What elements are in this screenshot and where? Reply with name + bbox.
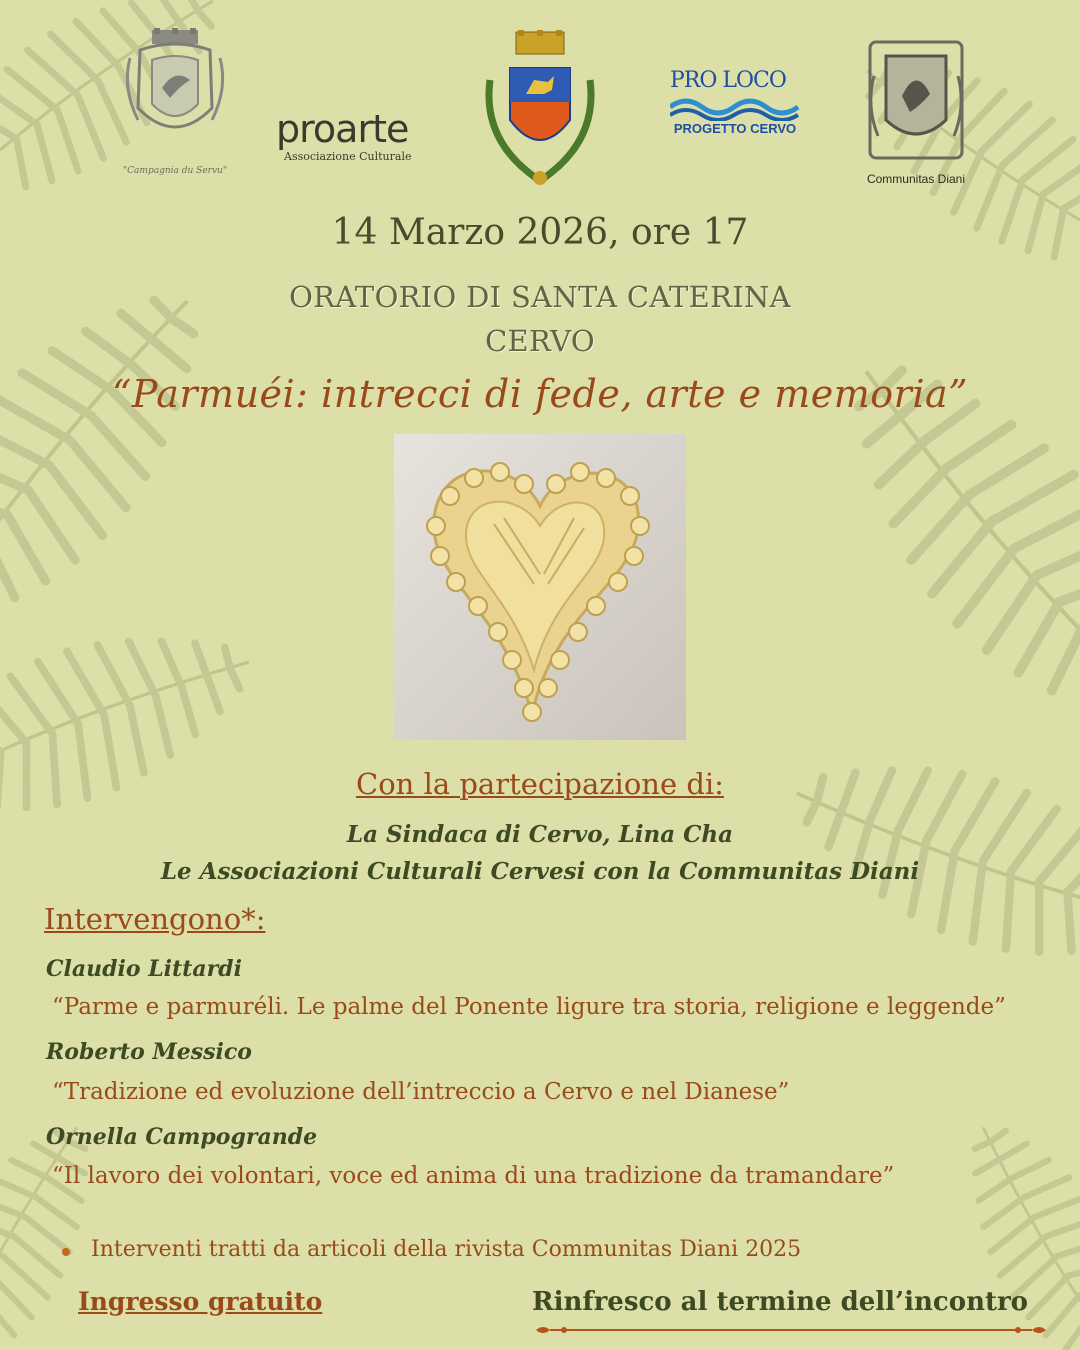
speakers-heading: Intervengono*: xyxy=(44,902,266,936)
compagnia-logo xyxy=(120,28,230,178)
speaker-talk-title: “Parme e parmuréli. Le palme del Ponente ligure tra storia, religione e leggende” xyxy=(52,994,1006,1020)
free-entry: Ingresso gratuito xyxy=(78,1287,323,1316)
crest-icon xyxy=(120,28,230,148)
refreshment-note: Rinfresco al termine dell’incontro xyxy=(532,1287,1029,1317)
communitas-logo xyxy=(852,36,980,188)
speaker-talk-title: “Il lavoro dei volontari, voce ed anima di una tradizione da tramandare” xyxy=(52,1163,895,1189)
proloco-subtitle: PROGETTO CERVO xyxy=(673,121,797,136)
flourish-divider-icon xyxy=(536,1324,1046,1336)
seal-icon xyxy=(864,36,968,164)
compagnia-caption: "Campagnia du Servu" xyxy=(123,166,227,176)
proarte-name: proarte xyxy=(276,107,409,151)
participation-heading: Con la partecipazione di: xyxy=(356,767,724,801)
venue-name: ORATORIO DI SANTA CATERINA xyxy=(289,280,791,314)
proarte-logo xyxy=(276,107,436,163)
proloco-name: PRO LOCO xyxy=(670,68,786,93)
proloco-logo xyxy=(670,68,800,150)
event-venue xyxy=(0,275,1080,363)
cervo-coat-of-arms xyxy=(478,30,602,190)
speaker-name: Roberto Messico xyxy=(46,1039,252,1065)
speaker-name: Claudio Littardi xyxy=(46,956,242,982)
bullet-icon xyxy=(62,1248,70,1256)
speaker-talk-title: “Tradizione ed evoluzione dell’intreccio a Cervo e nel Dianese” xyxy=(52,1079,790,1105)
coat-of-arms-icon xyxy=(478,30,602,190)
guest-associations: Le Associazioni Culturali Cervesi con la Communitas Diani xyxy=(160,858,920,885)
proarte-subtitle: Associazione Culturale xyxy=(284,150,412,163)
event-date: 14 Marzo 2026, ore 17 xyxy=(331,212,749,253)
source-note-text: Interventi tratti da articoli della rivista Communitas Diani 2025 xyxy=(91,1237,802,1262)
source-note xyxy=(66,1237,801,1262)
guest-mayor: La Sindaca di Cervo, Lina Cha xyxy=(346,821,734,848)
woven-palm-heart-photo xyxy=(394,434,686,740)
communitas-caption: Communitas Diani xyxy=(866,172,966,186)
venue-town: CERVO xyxy=(485,324,595,358)
event-title: “Parmuéi: intrecci di fede, arte e memoria” xyxy=(111,372,969,416)
speaker-name: Ornella Campogrande xyxy=(46,1124,318,1150)
waves-icon xyxy=(670,93,800,121)
